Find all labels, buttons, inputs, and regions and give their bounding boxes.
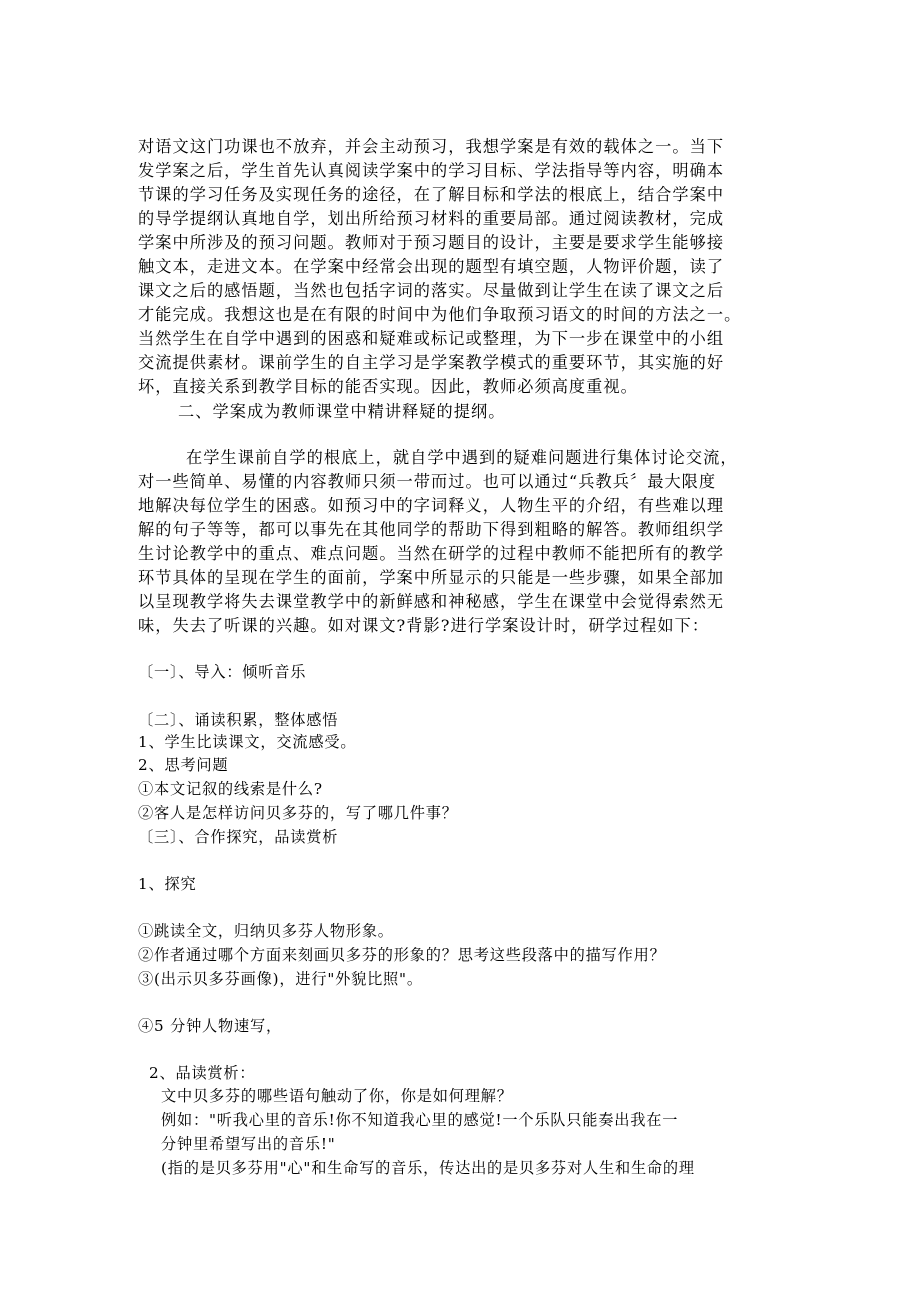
step-heading-1: 〔一〕、导入：倾听音乐 xyxy=(138,663,307,681)
text-line: 解的句子等等，都可以事先在其他同学的帮助下得到粗略的解答。教师组织学 xyxy=(138,520,725,539)
step-heading-3: 〔三〕、合作探究，品读赏析 xyxy=(138,828,339,846)
text-line: 对语文这门功课也不放弃，并会主动预习，我想学案是有效的载体之一。当下 xyxy=(138,137,725,156)
text-line: 味，失去了听课的兴趣。如对课文?背影?进行学案设计时，研学过程如下： xyxy=(138,616,710,635)
text-line: 学案中所涉及的预习问题。教师对于预习题目的设计，主要是要求学生能够接 xyxy=(138,233,725,252)
list-item: 1、学生比读课文，交流感受。 xyxy=(138,733,357,751)
text-line: 生讨论教学中的重点、难点问题。当然在研学的过程中教师不能把所有的教学 xyxy=(138,544,725,563)
text-line: 在学生课前自学的根底上，就自学中遇到的疑难问题进行集体讨论交流， xyxy=(186,448,738,467)
list-item: ②客人是怎样访问贝多芬的，写了哪几件事？ xyxy=(138,804,458,822)
step-heading-2: 〔二〕、诵读积累，整体感悟 xyxy=(138,711,339,729)
text-line: 对一些简单、易懂的内容教师只须一带而过。也可以通过“兵教兵〞最大限度 xyxy=(138,472,717,491)
list-item: ①本文记叙的线索是什么? xyxy=(138,780,323,798)
text-line: (指的是贝多芬用"心"和生命写的音乐，传达出的是贝多芬对人生和生命的理 xyxy=(161,1159,695,1177)
explore-title: 1、探究 xyxy=(138,875,197,893)
list-item: ③(出示贝多芬画像)，进行"外貌比照"。 xyxy=(138,970,423,988)
text-line: 环节具体的呈现在学生的面前，学案中所显示的只能是一些步骤，如果全部加 xyxy=(138,568,725,587)
text-line: 才能完成。我想这也是在有限的时间中为他们争取预习语文的时间的方法之一。 xyxy=(138,305,742,324)
text-line: 交流提供素材。课前学生的自主学习是学案教学模式的重要环节，其实施的好 xyxy=(138,353,725,372)
list-item: 2、思考问题 xyxy=(138,756,229,774)
text-line: 节课的学习任务及实现任务的途径，在了解目标和学法的根底上，结合学案中 xyxy=(138,185,725,204)
text-line: 的导学提纲认真地自学，划出所给预习材料的重要局部。通过阅读教材，完成 xyxy=(138,209,725,228)
text-line: 地解决每位学生的困惑。如预习中的字词释义，人物生平的介绍，有些难以理 xyxy=(138,496,725,515)
text-line: 分钟里希望写出的音乐!" xyxy=(161,1135,336,1153)
text-line: 文中贝多芬的哪些语句触动了你，你是如何理解？ xyxy=(161,1087,513,1105)
text-line: 以呈现教学将失去课堂教学中的新鲜感和神秘感，学生在课堂中会觉得索然无 xyxy=(138,592,725,611)
appreciate-title: 2、品读赏析： xyxy=(149,1064,256,1082)
list-item: ①跳读全文，归纳贝多芬人物形象。 xyxy=(138,922,394,940)
text-line: 课文之后的感悟题，当然也包括字词的落实。尽量做到让学生在读了课文之后 xyxy=(138,281,725,300)
text-line: 发学案之后，学生首先认真阅读学案中的学习目标、学法指导等内容，明确本 xyxy=(138,161,725,180)
list-item: ②作者通过哪个方面来刻画贝多芬的形象的？思考这些段落中的描写作用？ xyxy=(138,946,666,964)
text-line: 坏，直接关系到教学目标的能否实现。因此，教师必须高度重视。 xyxy=(138,377,638,396)
text-line: 触文本，走进文本。在学案中经常会出现的题型有填空题，人物评价题，读了 xyxy=(138,257,725,276)
text-line: 例如："听我心里的音乐!你不知道我心里的感觉!一个乐队只能奏出我在一 xyxy=(161,1111,679,1129)
list-item: ④5 分钟人物速写， xyxy=(138,1017,282,1035)
section-heading: 二、学案成为教师课堂中精讲释疑的提纲。 xyxy=(178,402,506,421)
text-line: 当然学生在自学中遇到的困惑和疑难或标记或整理，为下一步在课堂中的小组 xyxy=(138,329,725,348)
